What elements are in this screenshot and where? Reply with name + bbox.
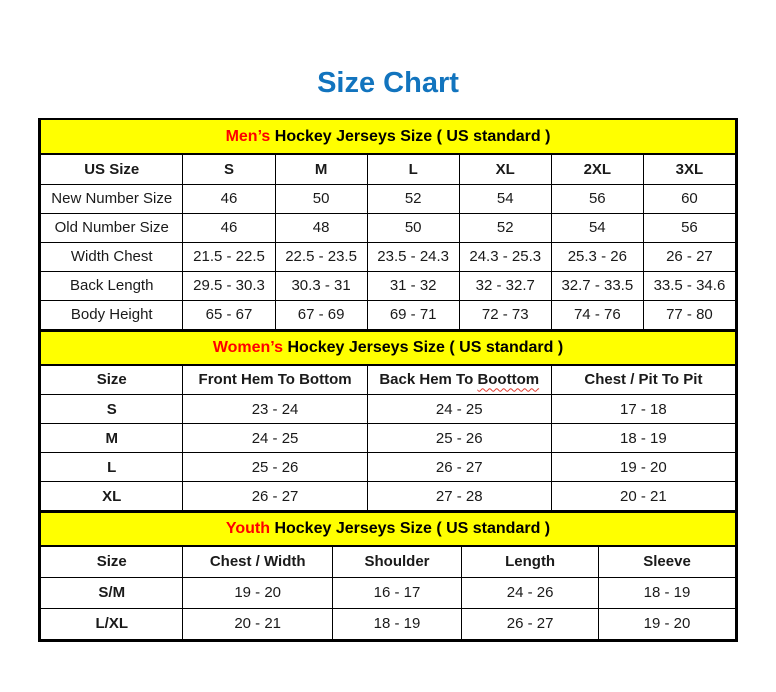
row-label: L/XL: [41, 608, 183, 639]
size-cell: 30.3 - 31: [275, 271, 367, 300]
table-row: [41, 424, 736, 453]
size-cell: 25 - 26: [183, 453, 367, 482]
size-cell: 17 - 18: [551, 395, 735, 424]
misspelled-word: Boottom: [477, 371, 540, 389]
row-label: S/M: [41, 577, 183, 608]
row-label: S: [41, 395, 183, 424]
table-row: [41, 608, 736, 639]
size-cell: 26 - 27: [367, 453, 551, 482]
size-cell: 56: [643, 213, 735, 242]
column-header: Chest / Pit To Pit: [551, 365, 735, 395]
page-title: Size Chart: [317, 67, 459, 99]
size-cell: 20 - 21: [183, 608, 332, 639]
size-cell: 54: [551, 213, 643, 242]
youth-header-row: [41, 546, 736, 577]
column-header: Chest / Width: [183, 546, 332, 577]
youth-size-table: [40, 511, 736, 640]
size-cell: 16 - 17: [332, 577, 461, 608]
size-cell: 67 - 69: [275, 300, 367, 329]
row-label: L: [41, 453, 183, 482]
size-cell: 69 - 71: [367, 300, 459, 329]
size-cell: 54: [459, 184, 551, 213]
size-cell: 48: [275, 213, 367, 242]
column-header: S: [183, 154, 275, 184]
size-cell: 50: [367, 213, 459, 242]
table-row: [41, 213, 736, 242]
table-row: [41, 453, 736, 482]
size-cell: 25.3 - 26: [551, 242, 643, 271]
size-cell: 60: [643, 184, 735, 213]
size-cell: 23 - 24: [183, 395, 367, 424]
mens-table-banner: [41, 120, 736, 154]
womens-header-row: [41, 365, 736, 395]
youth-table-banner: [41, 512, 736, 546]
banner-highlight: Women’s: [212, 338, 284, 356]
banner-text: Hockey Jerseys Size ( US standard ): [270, 127, 551, 145]
womens-banner-row: [41, 331, 736, 365]
size-cell: 65 - 67: [183, 300, 275, 329]
mens-banner-row: [41, 120, 736, 154]
banner-text: Hockey Jerseys Size ( US standard ): [283, 338, 564, 356]
size-cell: 24 - 25: [183, 424, 367, 453]
table-row: [41, 271, 736, 300]
column-header: L: [367, 154, 459, 184]
size-chart-tables: [38, 118, 738, 642]
banner-text: Hockey Jerseys Size ( US standard ): [270, 520, 551, 537]
size-cell: 26 - 27: [183, 482, 367, 511]
size-cell: 21.5 - 22.5: [183, 242, 275, 271]
size-cell: 26 - 27: [462, 608, 599, 639]
size-cell: 19 - 20: [183, 577, 332, 608]
size-cell: 31 - 32: [367, 271, 459, 300]
size-cell: 24.3 - 25.3: [459, 242, 551, 271]
womens-table-banner: [41, 331, 736, 365]
row-label: New Number Size: [41, 184, 183, 213]
size-cell: 77 - 80: [643, 300, 735, 329]
size-cell: 46: [183, 213, 275, 242]
column-header: Sleeve: [599, 546, 736, 577]
row-label: XL: [41, 482, 183, 511]
table-row: [41, 577, 736, 608]
column-header: US Size: [41, 154, 183, 184]
row-label: Width Chest: [41, 242, 183, 271]
table-row: [41, 482, 736, 511]
table-row: [41, 242, 736, 271]
column-header: [367, 365, 551, 395]
size-cell: 27 - 28: [367, 482, 551, 511]
column-header: 2XL: [551, 154, 643, 184]
size-cell: 29.5 - 30.3: [183, 271, 275, 300]
column-header: Size: [41, 546, 183, 577]
column-header: XL: [459, 154, 551, 184]
mens-size-table: [40, 120, 736, 330]
row-label: M: [41, 424, 183, 453]
column-header: Length: [462, 546, 599, 577]
size-cell: 32.7 - 33.5: [551, 271, 643, 300]
size-cell: 50: [275, 184, 367, 213]
size-cell: 46: [183, 184, 275, 213]
row-label: Body Height: [41, 300, 183, 329]
size-cell: 25 - 26: [367, 424, 551, 453]
size-cell: 33.5 - 34.6: [643, 271, 735, 300]
youth-banner-row: [41, 512, 736, 546]
banner-highlight: Youth: [225, 520, 270, 537]
size-cell: 19 - 20: [599, 608, 736, 639]
size-cell: 20 - 21: [551, 482, 735, 511]
column-header: Front Hem To Bottom: [183, 365, 367, 395]
size-cell: 18 - 19: [599, 577, 736, 608]
size-cell: 18 - 19: [551, 424, 735, 453]
size-cell: 22.5 - 23.5: [275, 242, 367, 271]
size-cell: 18 - 19: [332, 608, 461, 639]
table-row: [41, 184, 736, 213]
column-header-text: Back Hem To: [379, 371, 478, 389]
mens-header-row: [41, 154, 736, 184]
size-cell: 26 - 27: [643, 242, 735, 271]
size-cell: 19 - 20: [551, 453, 735, 482]
row-label: Back Length: [41, 271, 183, 300]
size-cell: 72 - 73: [459, 300, 551, 329]
size-cell: 24 - 25: [367, 395, 551, 424]
row-label: Old Number Size: [41, 213, 183, 242]
size-cell: 52: [367, 184, 459, 213]
table-row: [41, 300, 736, 329]
size-cell: 32 - 32.7: [459, 271, 551, 300]
column-header: 3XL: [643, 154, 735, 184]
size-cell: 52: [459, 213, 551, 242]
size-cell: 74 - 76: [551, 300, 643, 329]
womens-size-table: [40, 330, 736, 512]
banner-highlight: Men’s: [225, 127, 271, 145]
size-cell: 23.5 - 24.3: [367, 242, 459, 271]
table-row: [41, 395, 736, 424]
size-cell: 24 - 26: [462, 577, 599, 608]
column-header: Size: [41, 365, 183, 395]
column-header: M: [275, 154, 367, 184]
column-header: Shoulder: [332, 546, 461, 577]
size-cell: 56: [551, 184, 643, 213]
